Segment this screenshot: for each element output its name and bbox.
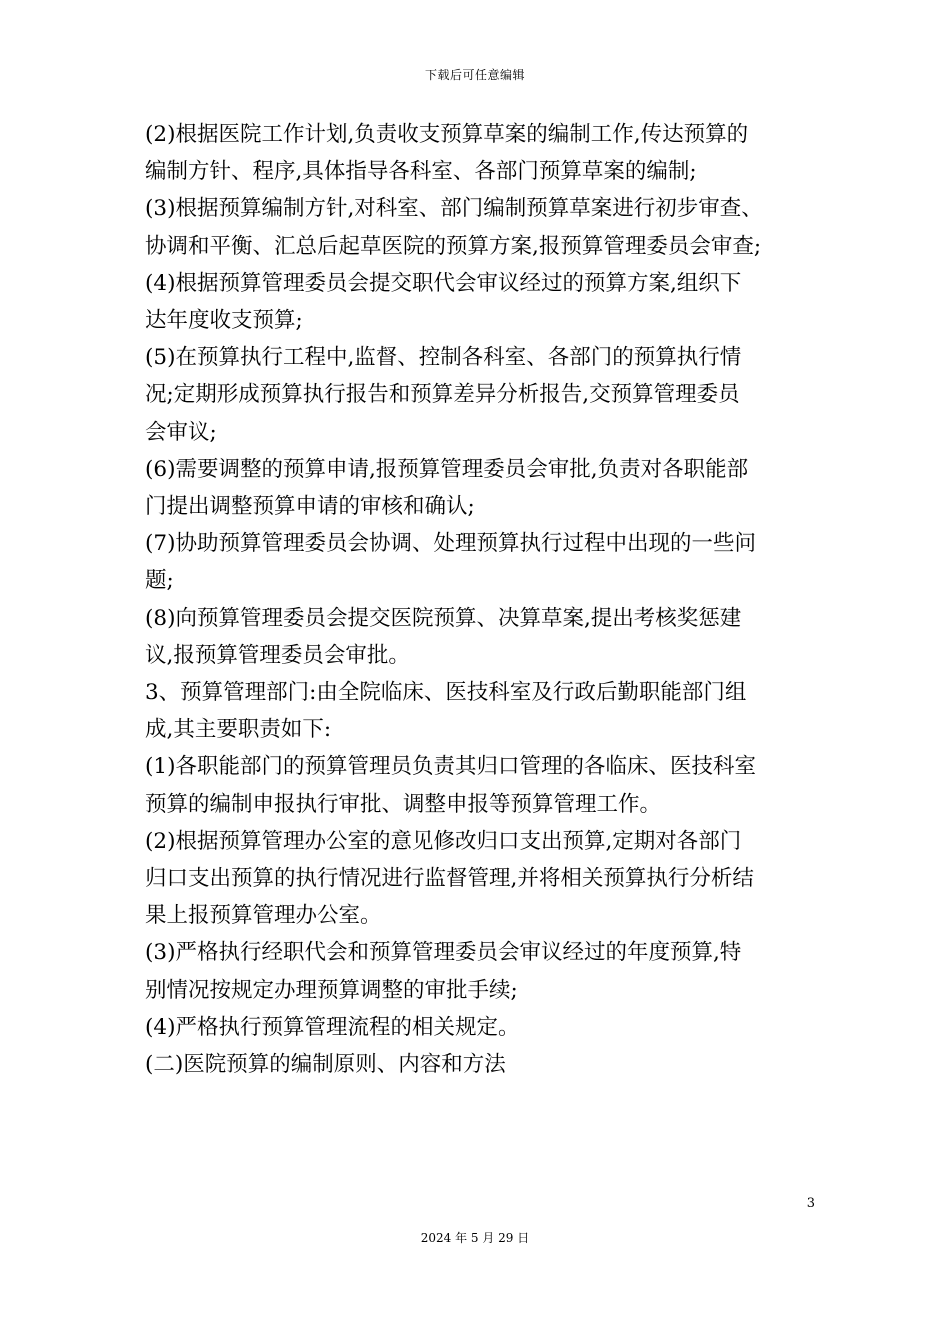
body-line: (二)医院预算的编制原则、内容和方法: [145, 1052, 506, 1078]
body-line: 别情况按规定办理预算调整的审批手续;: [145, 977, 518, 1003]
body-line: 归口支出预算的执行情况进行监督管理,并将相关预算执行分析结: [145, 866, 754, 892]
body-line: 会审议;: [145, 419, 217, 445]
body-line: (6)需要调整的预算申请,报预算管理委员会审批,负责对各职能部: [145, 456, 749, 482]
body-line: 门提出调整预算申请的审核和确认;: [145, 494, 475, 520]
body-line: (4)根据预算管理委员会提交职代会审议经过的预算方案,组织下: [145, 270, 742, 296]
body-line: 果上报预算管理办公室。: [145, 903, 382, 929]
page-header: 下载后可任意编辑: [424, 68, 525, 82]
body-line: (2)根据医院工作计划,负责收支预算草案的编制工作,传达预算的: [145, 122, 749, 147]
document-body: [145, 116, 810, 1083]
body-line: 达年度收支预算;: [145, 308, 303, 334]
body-line: 况;定期形成预算执行报告和预算差异分析报告,交预算管理委员: [145, 382, 740, 408]
body-line: (3)根据预算编制方针,对科室、部门编制预算草案进行初步审查、: [145, 196, 763, 222]
body-line: 预算的编制申报执行审批、调整申报等预算管理工作。: [145, 791, 662, 817]
body-line: 编制方针、程序,具体指导各科室、各部门预算草案的编制;: [145, 159, 697, 185]
body-line: (7)协助预算管理委员会协调、处理预算执行过程中出现的一些问: [145, 531, 756, 557]
body-line: 议,报预算管理委员会审批。: [145, 642, 410, 668]
body-line: 3、预算管理部门:由全院临床、医技科室及行政后勤职能部门组: [145, 680, 747, 706]
body-line: (4)严格执行预算管理流程的相关规定。: [145, 1014, 520, 1040]
body-line: 协调和平衡、汇总后起草医院的预算方案,报预算管理委员会审查;: [145, 233, 762, 259]
body-line: 题;: [145, 568, 174, 594]
body-line: (3)严格执行经职代会和预算管理委员会审议经过的年度预算,特: [145, 940, 742, 966]
body-line: (1)各职能部门的预算管理员负责其归口管理的各临床、医技科室: [145, 754, 756, 780]
body-line: (5)在预算执行工程中,监督、控制各科室、各部门的预算执行情: [145, 345, 742, 371]
page-number: 3: [806, 1196, 815, 1211]
footer-date: 2024 年 5 月 29 日: [420, 1231, 530, 1245]
body-line: 成,其主要职责如下:: [145, 717, 332, 743]
body-line: (8)向预算管理委员会提交医院预算、决算草案,提出考核奖惩建: [145, 605, 742, 631]
body-line: (2)根据预算管理办公室的意见修改归口支出预算,定期对各部门: [145, 828, 742, 854]
